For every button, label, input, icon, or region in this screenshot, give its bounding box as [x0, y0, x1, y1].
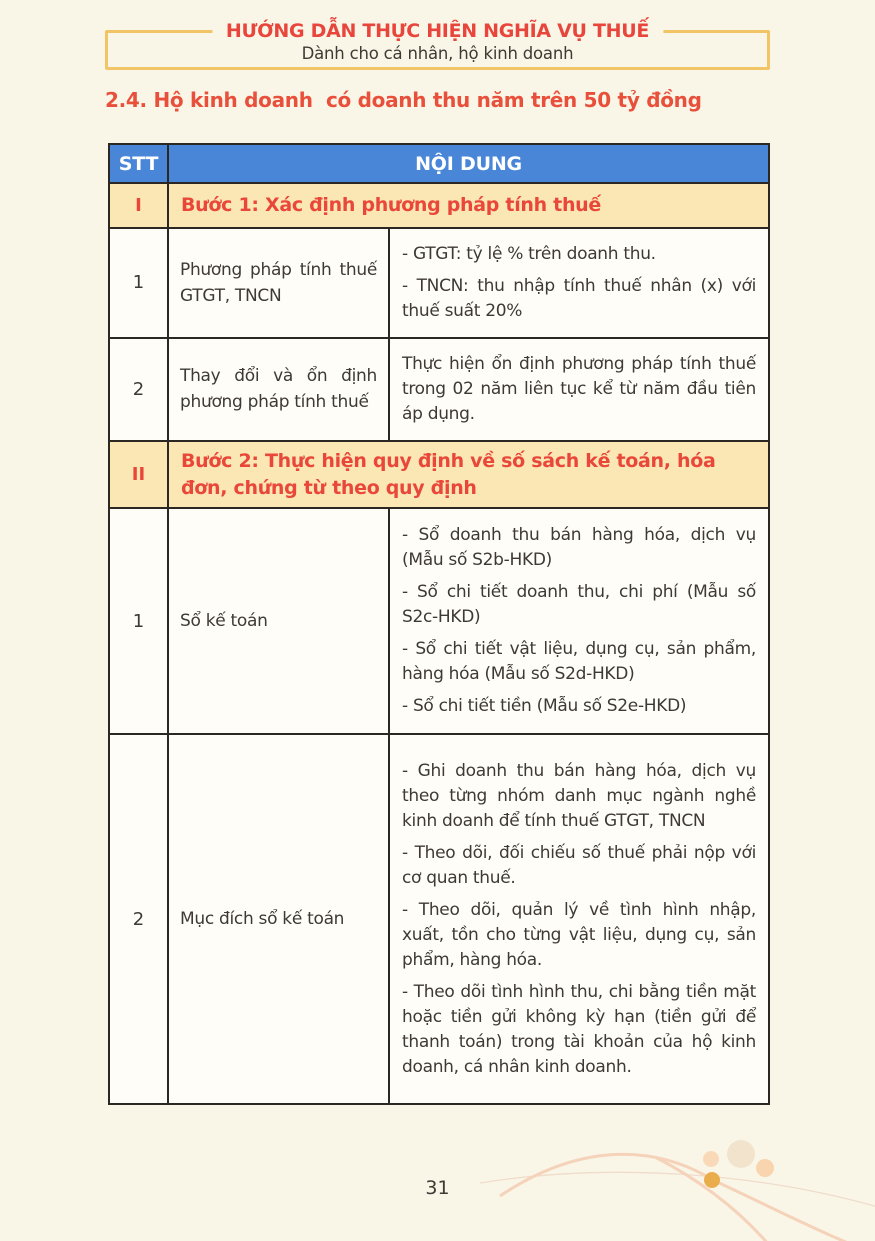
row-label: Mục đích sổ kế toán	[168, 734, 389, 1104]
row-content	[389, 338, 769, 441]
content-item: - Sổ chi tiết doanh thu, chi phí (Mẫu số S2c-HKD)	[402, 582, 756, 628]
row-content	[389, 734, 769, 1104]
content-item: - Sổ chi tiết tiền (Mẫu số S2e-HKD)	[402, 696, 687, 717]
table-row	[109, 338, 769, 441]
content-item: - Theo dõi tình hình thu, chi bằng tiền mặt hoặc tiền gửi không kỳ hạn (tiền gửi để thanh toán) trong tài khoản của hộ kinh doanh, cá nhân kinh doanh.	[402, 981, 756, 1077]
content-item: - Theo dõi, quản lý về tình hình nhập, xuất, tồn cho từng vật liệu, dụng cụ, sản phẩm, hàng hóa.	[402, 899, 756, 970]
table-header-row	[109, 144, 769, 183]
content-item: - Sổ doanh thu bán hàng hóa, dịch vụ (Mẫu số S2b-HKD)	[402, 525, 756, 571]
table-row	[109, 441, 769, 508]
step-1-title: Bước 1: Xác định phương pháp tính thuế	[168, 183, 769, 228]
page-number: 31	[425, 1177, 450, 1199]
row-label: Sổ kế toán	[168, 508, 389, 734]
steep-arc	[655, 1157, 801, 1241]
section-heading: 2.4. Hộ kinh doanh có doanh thu năm trên 50 tỷ đồng	[105, 88, 702, 112]
content-item: Thực hiện ổn định phương pháp tính thuế trong 02 năm liên tục kể từ năm đầu tiên áp dụng.	[402, 353, 756, 424]
row-stt: 2	[109, 734, 168, 1104]
row-stt: 1	[109, 228, 168, 338]
row-stt: II	[109, 441, 168, 508]
content-item: - Theo dõi, đối chiếu số thuế phải nộp với cơ quan thuế.	[402, 842, 756, 888]
column-header-noi-dung: NỘI DUNG	[168, 144, 769, 183]
content-item: - Ghi doanh thu bán hàng hóa, dịch vụ theo từng nhóm danh mục ngành nghề kinh doanh để tính thuế GTGT, TNCN	[402, 760, 756, 831]
header-banner	[105, 20, 770, 70]
content-item: - TNCN: thu nhập tính thuế nhân (x) với thuế suất 20%	[402, 275, 756, 321]
table-row	[109, 183, 769, 228]
step-2-title: Bước 2: Thực hiện quy định về số sách kế toán, hóa đơn, chứng từ theo quy định	[168, 441, 769, 508]
row-label: Phương pháp tính thuế GTGT, TNCN	[168, 228, 389, 338]
row-label: Thay đổi và ổn định phương pháp tính thuế	[168, 338, 389, 441]
small-peach-circle	[703, 1151, 719, 1167]
large-beige-circle	[727, 1140, 755, 1168]
tax-steps-table	[108, 143, 770, 1105]
row-stt: 2	[109, 338, 168, 441]
row-stt: 1	[109, 508, 168, 734]
column-header-stt: STT	[109, 144, 168, 183]
row-stt: I	[109, 183, 168, 228]
document-title: HƯỚNG DẪN THỰC HIỆN NGHĨA VỤ THUẾ	[212, 20, 663, 42]
row-content	[389, 228, 769, 338]
document-subtitle: Dành cho cá nhân, hộ kinh doanh	[301, 44, 574, 63]
table-row	[109, 228, 769, 338]
table-row	[109, 508, 769, 734]
table-row	[109, 734, 769, 1104]
content-item: - GTGT: tỷ lệ % trên doanh thu.	[402, 244, 656, 264]
peach-circle	[756, 1159, 774, 1177]
content-item: - Sổ chi tiết vật liệu, dụng cụ, sản phẩm, hàng hóa (Mẫu số S2d-HKD)	[402, 639, 756, 685]
row-content	[389, 508, 769, 734]
